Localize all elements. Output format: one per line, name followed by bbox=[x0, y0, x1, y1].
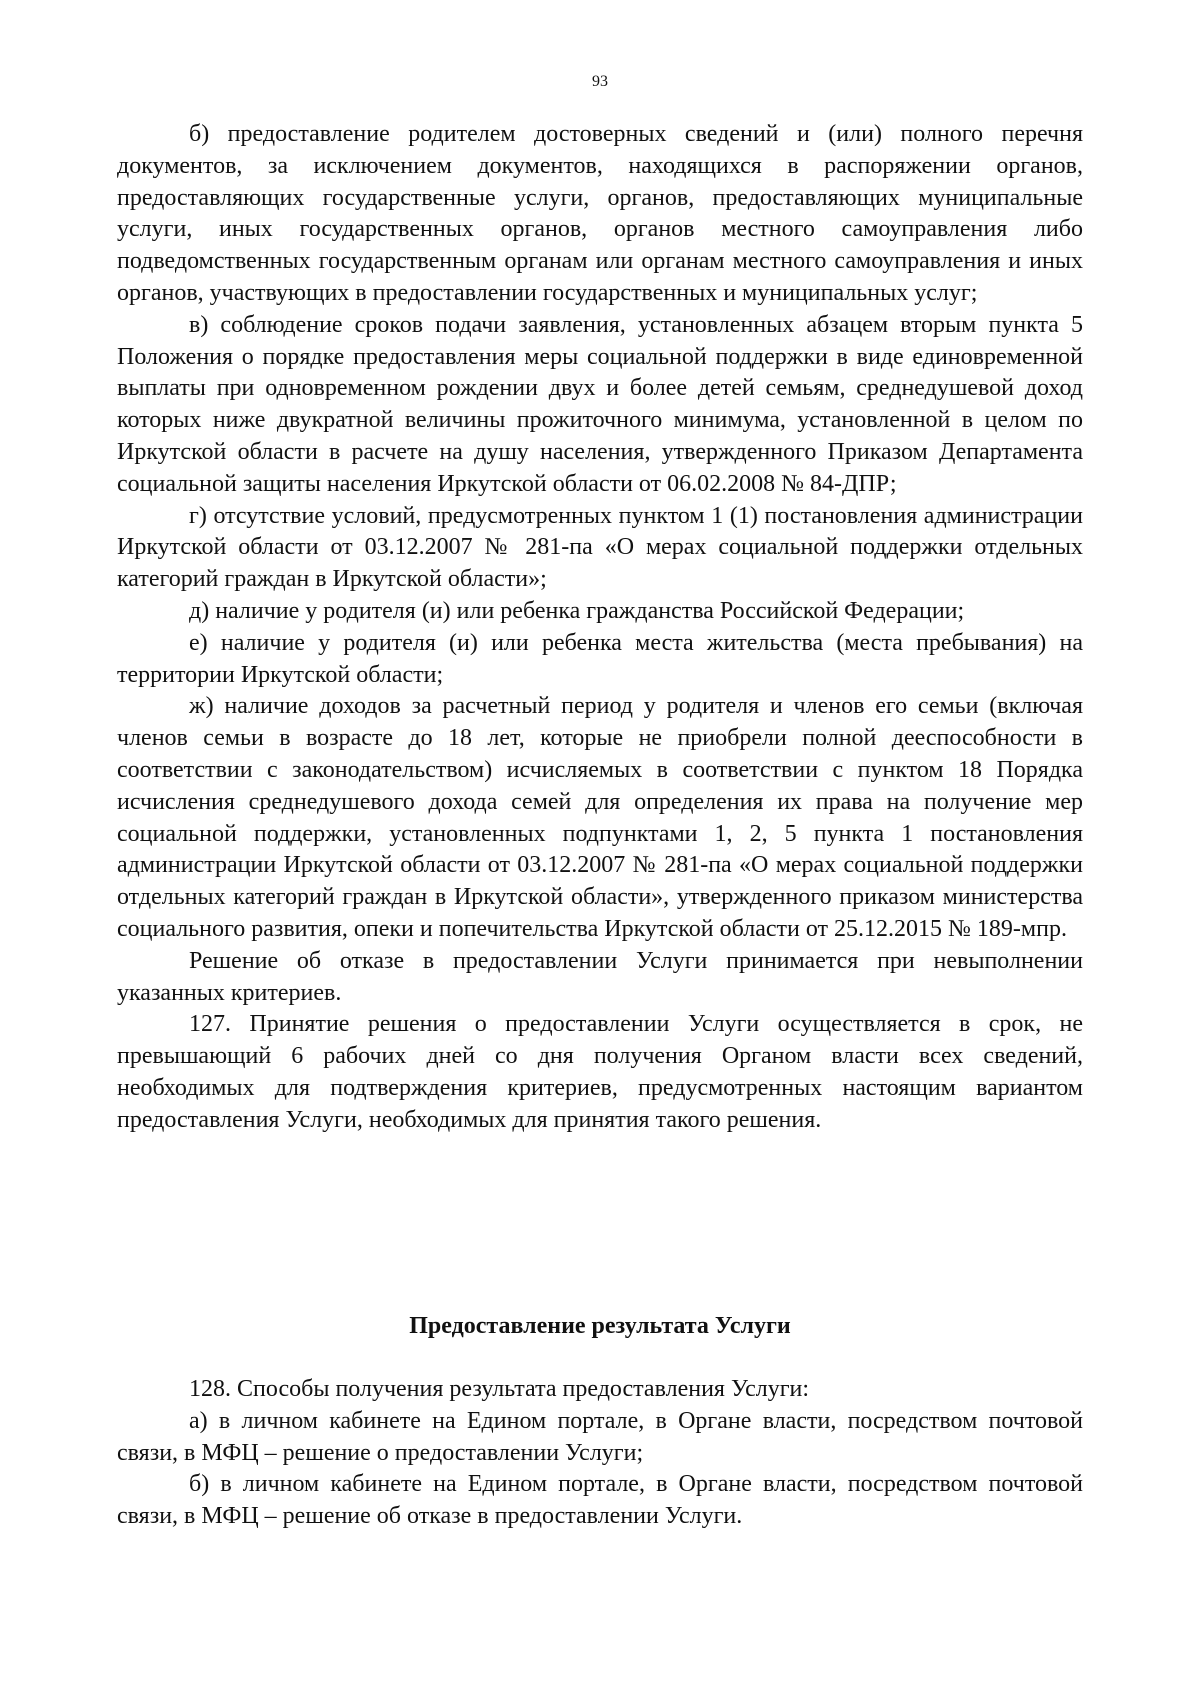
section-heading: Предоставление результата Услуги bbox=[409, 1313, 791, 1339]
paragraph-refusal-decision: Решение об отказе в предоставлении Услуги принимается при невыполнении указанных критериев. bbox=[117, 947, 1083, 1006]
paragraph-g-conditions: г) отсутствие условий, предусмотренных пунктом 1 (1) постановления администрации Иркутской области от 03.12.2007 № 281-па «О мерах социальной поддержки отдельных категорий граждан в Иркутской области»; bbox=[117, 502, 1083, 593]
paragraph-d-citizenship: д) наличие у родителя (и) или ребенка гражданства Российской Федерации; bbox=[189, 597, 965, 624]
paragraph-e-residence: е) наличие у родителя (и) или ребенка места жительства (места пребывания) на территории Иркутской области; bbox=[117, 629, 1083, 688]
page-number: 93 bbox=[592, 73, 608, 90]
main-text bbox=[117, 119, 1083, 1137]
paragraph-128: 128. Способы получения результата предоставления Услуги: bbox=[189, 1376, 810, 1402]
paragraph-b-documents: б) предоставление родителем достоверных сведений и (или) полного перечня документов, за исключением документов, находящихся в распоряжении органов, предоставляющих государственные услуги, органов, предоставляющих муниципальные услуги, иных государственных органов, органов местного самоуправления либо подведомственных государственным органам или органам местного самоуправления и иных органов, участвующих в предоставлении государственных и муниципальных услуг; bbox=[117, 121, 1083, 306]
paragraph-b-refused: б) в личном кабинете на Едином портале, в Органе власти, посредством почтовой связи, в МФЦ – решение об отказе в предоставлении Услуги. bbox=[117, 1471, 1083, 1530]
result-section-text bbox=[117, 1374, 1083, 1533]
paragraph-zh-income: ж) наличие доходов за расчетный период у родителя и членов его семьи (включая членов семьи в возрасте до 18 лет, которые не приобрели полной дееспособности в соответствии с законодательством) исчисляемых в соответствии с пунктом 18 Порядка исчисления среднедушевого дохода семей для определения их права на получение мер социальной поддержки, установленных подпунктами 1, 2, 5 пункта 1 постановления администрации Иркутской области от 03.12.2007 № 281-па «О мерах социальной поддержки отдельных категорий граждан в Иркутской области», утвержденного приказом министерства социального развития, опеки и попечительства Иркутской области от 25.12.2015 № 189-мпр. bbox=[117, 693, 1083, 942]
paragraph-v-deadlines: в) соблюдение сроков подачи заявления, установленных абзацем вторым пункта 5 Положения о порядке предоставления меры социальной поддержки в виде единовременной выплаты при одновременном рождении двух и более детей семьям, среднедушевой доход которых ниже двукратной величины прожиточного минимума, установленной в целом по Иркутской области в расчете на душу населения, утвержденного Приказом Департамента социальной защиты населения Иркутской области от 06.02.2008 № 84-ДПР; bbox=[117, 311, 1083, 497]
paragraph-a-granted: а) в личном кабинете на Едином портале, в Органе власти, посредством почтовой связи, в МФЦ – решение о предоставлении Услуги; bbox=[117, 1407, 1083, 1466]
paragraph-127: 127. Принятие решения о предоставлении Услуги осуществляется в срок, не превышающий 6 рабочих дней со дня получения Органом власти всех сведений, необходимых для подтверждения критериев, предусмотренных настоящим вариантом предоставления Услуги, необходимых для принятия такого решения. bbox=[117, 1011, 1083, 1133]
